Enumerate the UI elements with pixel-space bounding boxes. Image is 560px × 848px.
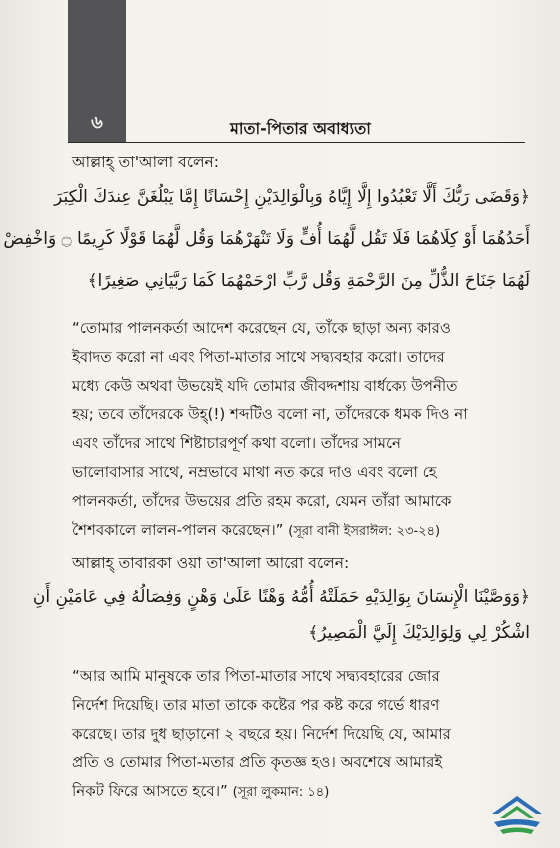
translation-line: ভালোবাসার সাথে, নম্রভাবে মাথা নত করে দাও এবং বলো হে [72, 462, 437, 481]
page-number: ৬ [91, 112, 103, 133]
header-rule [68, 142, 525, 143]
source-reference: (সূরা লুকমান: ১৪) [232, 785, 330, 801]
translation-line: প্রতি ও তোমার পিতা-মতার প্রতি কৃতজ্ঞ হও। অবশেষে আমারই [72, 753, 443, 772]
translation-line: “আর আমি মানুষকে তার পিতা-মাতার সাথে সদ্ব্যবহারের জোর [72, 667, 440, 685]
arabic-verse-line: أَحَدُهُمَا أَوْ كِلَاهُمَا فَلَا تَقُل لَّهُمَا أُفٍّ وَلَا تَنْهَرْهُمَا وَقُل لَّهُمَا قَوْلًا كَرِيمًا ۝ وَاخْفِضْ [3, 229, 530, 249]
translation-line: শৈশবকালে লালন-পালন করেছেন।” [72, 520, 284, 539]
running-head: মাতা-পিতার অবাধ্যতা [230, 119, 371, 138]
arabic-verse-line: لَهُمَا جَنَاحَ الذُّلِّ مِنَ الرَّحْمَةِ وَقُل رَّبِّ ارْحَمْهُمَا كَمَا رَبَّيَانِي صَغِيرًا﴾ [87, 271, 530, 291]
translation-line: করেছে। তার দুধ ছাড়ানো ২ বছরে হয়। নির্দেশ দিয়েছি যে, আমার [72, 724, 451, 743]
translation-paragraph [72, 314, 532, 546]
source-reference: (সূরা বানী ইসরাঈল: ২৩-২৪) [288, 523, 441, 539]
arabic-verse-line: اشْكُرْ لِي وَلِوَالِدَيْكَ إِلَيَّ الْمَصِيرُ﴾ [308, 623, 530, 643]
section2-label: আল্লাহ্ তাবারকা ওয়া তা'আলা আরো বলেন: [72, 554, 350, 572]
translation-line-with-source [72, 777, 532, 808]
arabic-verse-line: ﴿وَقَضَى رَبُّكَ أَلَّا تَعْبُدُوا إِلَّا إِيَّاهُ وَبِالْوَالِدَيْنِ إِحْسَانًا إِمَّا يَبْلُغَنَّ عِندَكَ الْكِبَرَ [54, 187, 530, 207]
translation-line: ইবাদত করো না এবং পিতা-মাতার সাথে সদ্ব্যবহার করো। তাদের [72, 347, 445, 366]
translation-line: মধ্যে কেউ অথবা উভয়েই যদি তোমার জীবদ্দশায় বার্ধক্যে উপনীত [72, 376, 458, 395]
arabic-verse-line: ﴿وَوَصَّيْنَا الْإِنسَانَ بِوَالِدَيْهِ حَمَلَتْهُ أُمُّهُ وَهْنًا عَلَىٰ وَهْنٍ وَفِصَالُهُ فِي عَامَيْنِ أَنِ [32, 587, 530, 607]
translation-line: পালনকর্তা, তাঁদের উভয়ের প্রতি রহম করো, যেমন তাঁরা আমাকে [72, 491, 452, 510]
translation-line-with-source [72, 516, 532, 547]
translation-line: হয়; তবে তাঁদেরকে উহ্(!) শব্দটিও বলো না, তাঁদেরকে ধমক দিও না [72, 405, 468, 424]
publisher-logo-icon [486, 790, 548, 838]
translation-line: নির্দেশ দিয়েছি। তার মাতা তাকে কষ্টের পর কষ্ট করে গর্ভে ধারণ [72, 695, 440, 714]
translation-line: নিকট ফিরে আসতে হবে।” [72, 782, 228, 801]
translation-paragraph [72, 662, 532, 808]
translation-line: “তোমার পালনকর্তা আদেশ করেছেন যে, তাঁকে ছাড়া অন্য কারও [72, 319, 451, 337]
translation-line: এবং তাঁদের সাথে শিষ্টাচারপূর্ণ কথা বলো। তাঁদের সামনে [72, 434, 401, 453]
section1-label: আল্লাহ্ তা'আলা বলেন: [72, 153, 219, 171]
